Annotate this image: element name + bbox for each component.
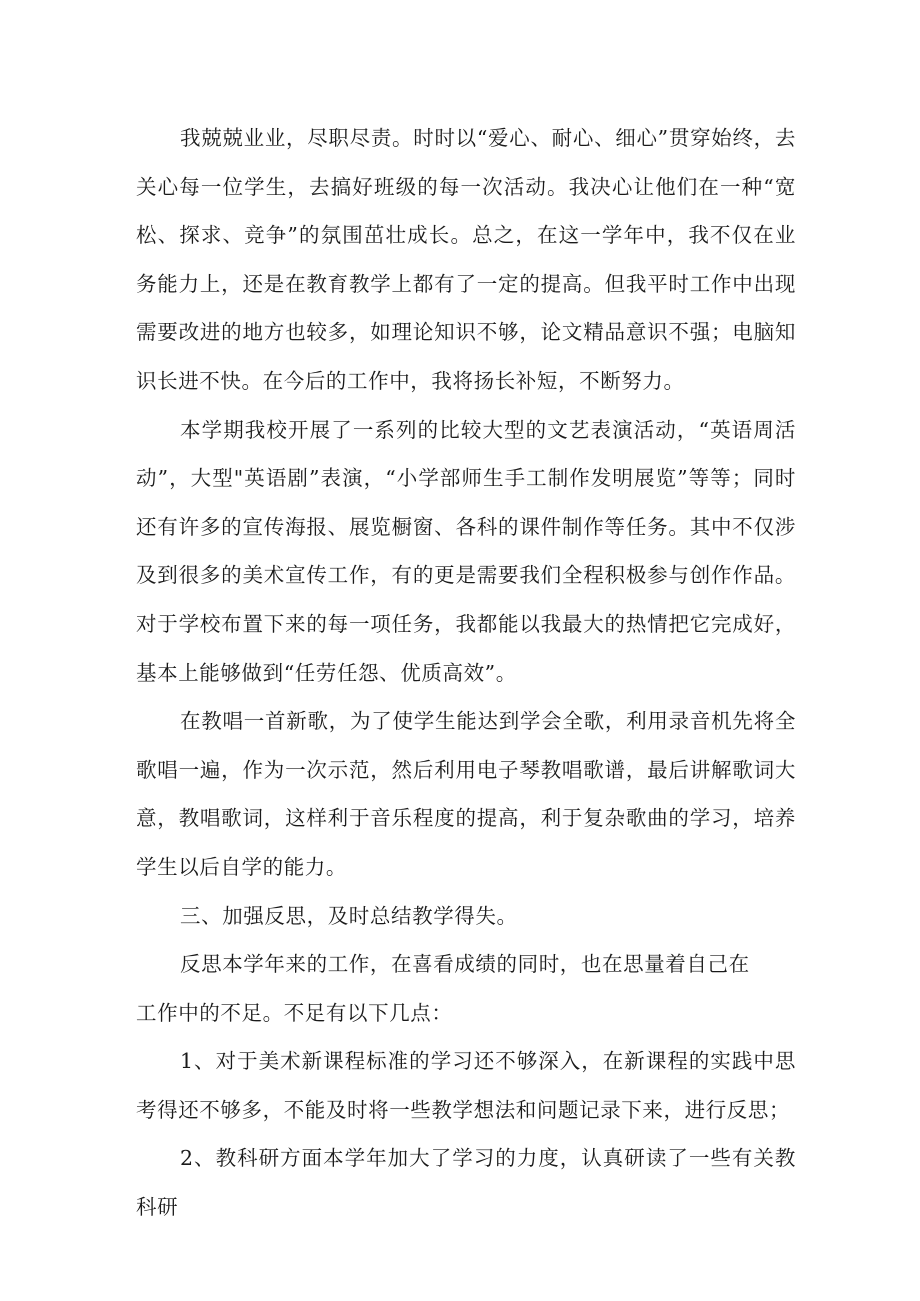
list-item-2: 2、教科研方面本学年加大了学习的力度，认真研读了一些有关教科研 [136,1146,796,1220]
paragraph-work-attitude: 我兢兢业业，尽职尽责。时时以“爱心、耐心、细心”贯穿始终，去关心每一位学生，去搞好班级的每一次活动。我决心让他们在一种“宽松、探求、竞争”的氛围茁壮成长。总之，在这一学年中，我不仅在业务能力上，还是在教育教学上都有了一定的提高。但我平时工作中出现需要改进的地方也较多，如理论知识不够，论文精品意识不强；电脑知识长进不快。在今后的工作中，我将扬长补短，不断努力。 [136,126,796,393]
paragraph-school-activities: 本学期我校开展了一系列的比较大型的文艺表演活动，“英语周活动”，大型"英语剧”表演，“小学部师生手工制作发明展览”等等；同时还有许多的宣传海报、展览橱窗、各科的课件制作等任务。其中不仅涉及到很多的美术宣传工作，有的更是需要我们全程积极参与创作作品。对于学校布置下来的每一项任务，我都能以我最大的热情把它完成好，基本上能够做到“任劳任怨、优质高效”。 [136,417,796,685]
paragraph-reflection-intro [136,940,796,1037]
section-heading-reflection: 三、加强反思，及时总结教学得失。 [180,903,518,928]
paragraph-song-teaching: 在教唱一首新歌，为了使学生能达到学会全歌，利用录音机先将全歌唱一遍，作为一次示范，然后利用电子琴教唱歌谱，最后讲解歌词大意，教唱歌词，这样利于音乐程度的提高，利于复杂歌曲的学习，培养学生以后自学的能力。 [136,709,796,879]
reflection-intro-line-1: 反思本学年来的工作，在喜看成绩的同时，也在思量着自己在 [180,952,750,977]
reflection-intro-line-2: 工作中的不足。不足有以下几点： [136,1000,453,1025]
list-item-1: 1、对于美术新课程标准的学习还不够深入，在新课程的实践中思考得还不够多，不能及时将一些教学想法和问题记录下来，进行反思； [136,1049,796,1122]
document-body [136,114,796,1232]
